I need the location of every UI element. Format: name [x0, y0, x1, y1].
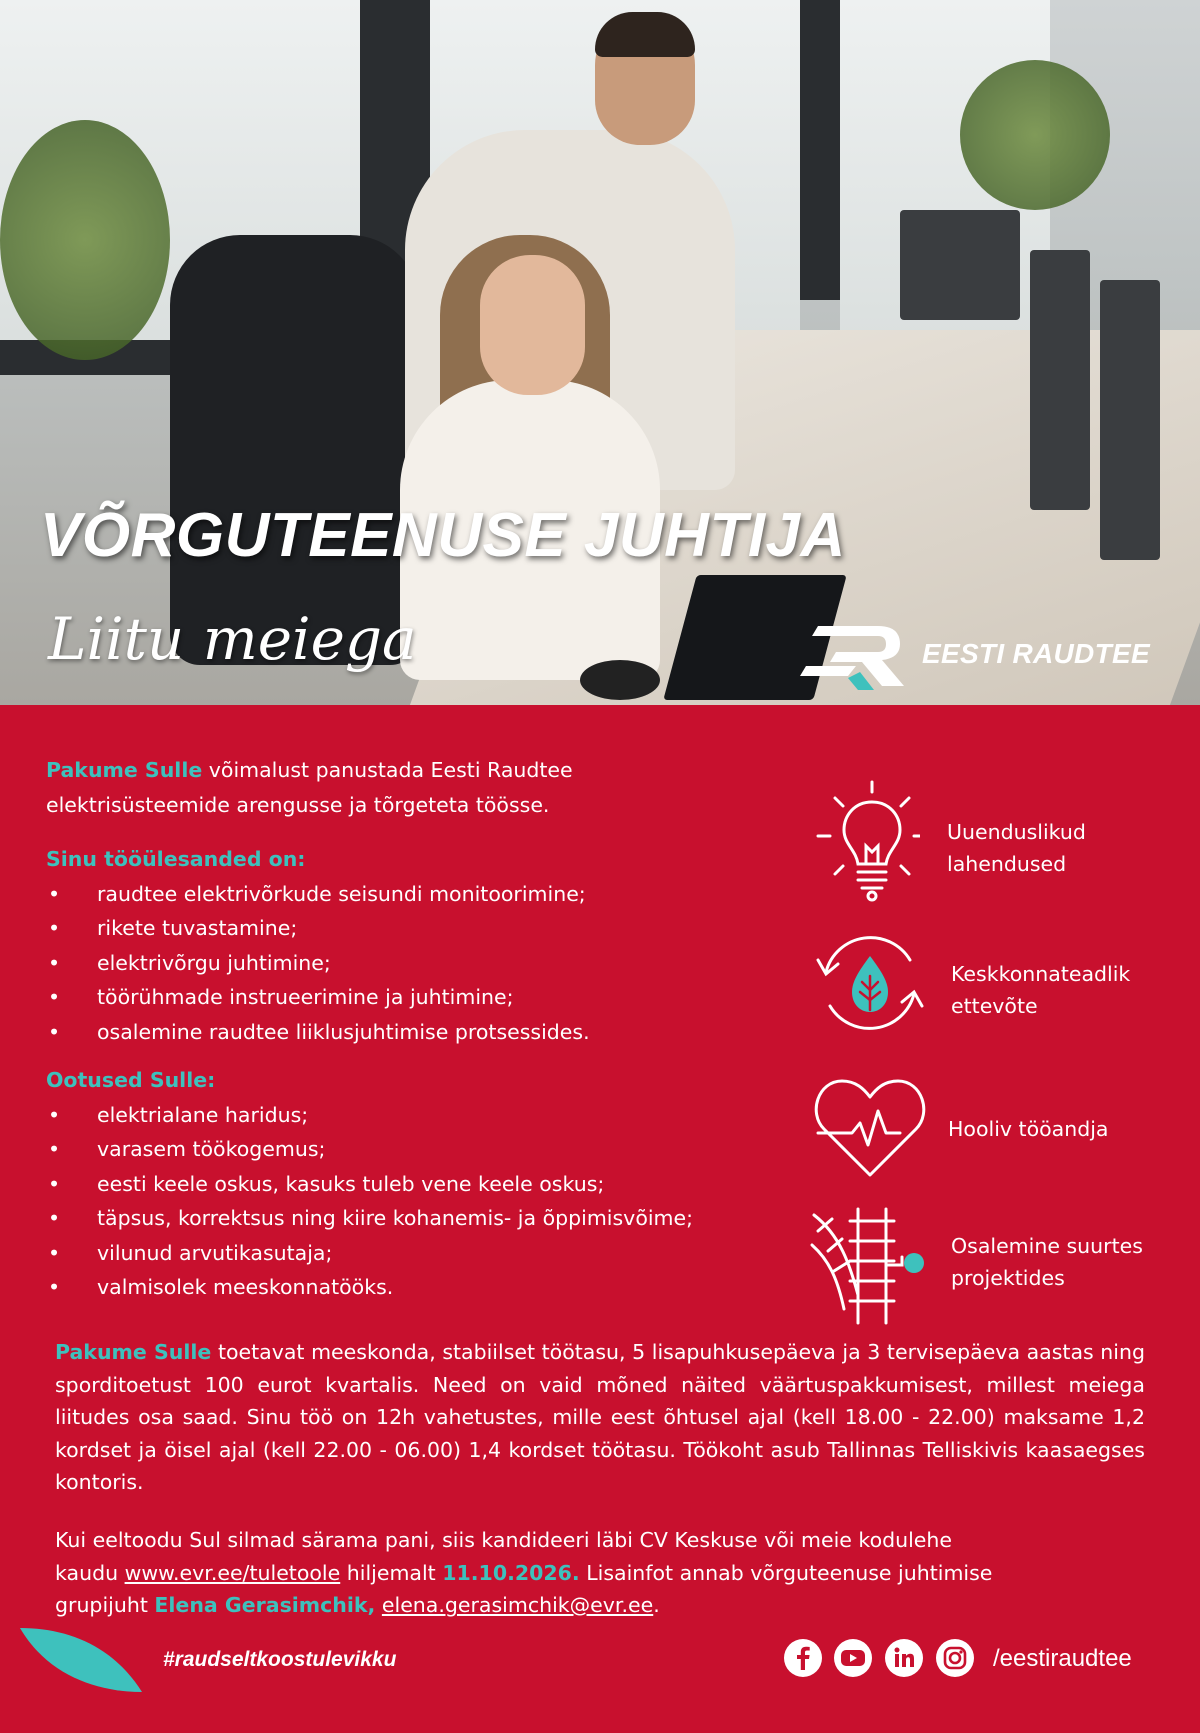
eesti-raudtee-logo: [800, 618, 1185, 693]
contact-email-link[interactable]: elena.gerasimchik@evr.ee: [381, 1593, 654, 1617]
apply-line1: Kui eeltoodu Sul silmad särama pani, siis kandideeri läbi CV Keskuse või meie kodulehe: [55, 1528, 953, 1552]
monitor: [1100, 280, 1160, 560]
monitor: [900, 210, 1020, 320]
office-plant: [0, 120, 170, 360]
feature-label: Uuenduslikud lahendused: [947, 820, 1086, 876]
list-item: • varasem töökogemus;: [46, 1132, 806, 1167]
office-chair: [170, 235, 420, 665]
list-item: • töörühmade instrueerimine ja juhtimine;: [46, 980, 806, 1015]
person-man-hair: [595, 12, 695, 57]
career-page-link[interactable]: www.evr.ee/tuletoole: [124, 1560, 341, 1585]
tasks-heading: Sinu tööülesanded on:: [46, 847, 306, 871]
offer-paragraph: [55, 1336, 1145, 1499]
linkedin-icon[interactable]: [885, 1639, 923, 1677]
list-item: • valmisolek meeskonnatööks.: [46, 1270, 806, 1305]
heart-pulse-icon: [810, 1075, 930, 1180]
offer-lead: Pakume Sulle: [55, 1340, 212, 1364]
instagram-icon[interactable]: [936, 1639, 974, 1677]
feature-label: Osalemine suurtes projektides: [951, 1234, 1143, 1290]
office-plant: [960, 60, 1110, 210]
railway-tracks-icon: [810, 1205, 930, 1325]
list-item: • rikete tuvastamine;: [46, 911, 806, 946]
tasks-list: [46, 877, 806, 1050]
list-item: • elektrivõrgu juhtimine;: [46, 946, 806, 981]
monitor: [1030, 250, 1090, 510]
list-item: • vilunud arvutikasutaja;: [46, 1236, 806, 1271]
list-item: • osalemine raudtee liiklusjuhtimise protsessides.: [46, 1015, 806, 1050]
intro-lead: Pakume Sulle: [46, 758, 203, 782]
apply-paragraph: Kui eeltoodu Sul silmad särama pani, siis kandideeri läbi CV Keskuse või meie kodulehe kaudu www.evr.ee/tuletoole hiljemalt 11.10.2026. Lisainfot annab võrguteenuse juhtimise grupijuht Elena Gerasimchik, elena.gerasimchik@evr.ee.: [55, 1528, 993, 1617]
facebook-icon[interactable]: [784, 1639, 822, 1677]
list-item: • eesti keele oskus, kasuks tuleb vene keele oskus;: [46, 1167, 806, 1202]
job-description: [46, 753, 806, 1305]
hero-photo: [0, 0, 1200, 705]
job-title: VÕRGUTEENUSE JUHTIJA: [40, 501, 846, 570]
expectations-heading: Ootused Sulle:: [46, 1068, 216, 1092]
social-handle: /eestiraudtee: [993, 1645, 1132, 1672]
intro-line1: võimalust panustada Eesti Raudtee: [202, 758, 573, 782]
person-woman-head: [480, 255, 585, 395]
deadline-date: 11.10.2026.: [442, 1560, 580, 1585]
feature-label: Hooliv tööandja: [948, 1117, 1109, 1141]
computer-mouse: [580, 660, 660, 700]
intro-text: [46, 753, 806, 822]
lightbulb-icon: [810, 780, 920, 905]
list-item: • täpsus, korrektsus ning kiire kohanemis- ja õppimisvõime;: [46, 1201, 806, 1236]
list-item: • raudtee elektrivõrkude seisundi monitoorimine;: [46, 877, 806, 912]
join-us-slogan: Liitu meiega: [48, 605, 417, 673]
hashtag: #raudseltkoostulevikku: [163, 1648, 397, 1671]
contact-name: Elena Gerasimchik,: [154, 1593, 376, 1617]
logo-mark-icon: [800, 618, 910, 693]
offer-text: toetavat meeskonda, stabiilset töötasu, 5 lisapuhkusepäeva ja 3 tervisepäeva aastas ning sporditoetust 100 eurot kvartalis. Need on vaid mõned näited väärtuspakkumisest, millest meiega liitudes osa saad. Sinu töö on 12h vahetustes, mille eest õhtusel ajal (kell 18.00 - 22.00) maksame 1,2 kordset ja öisel ajal (kell 22.00 - 06.00) 1,4 kordset töötasu. Töökoht asub Tallinnas Telliskivis kaasaegses kontoris.: [55, 1340, 1145, 1494]
leaf-swoosh-icon: [18, 1626, 143, 1696]
expectations-list: [46, 1098, 806, 1305]
window-frame: [800, 0, 840, 300]
logo-wordmark: EESTI RAUDTEE: [922, 638, 1150, 669]
feature-label: Keskkonnateadlik ettevõte: [951, 962, 1131, 1018]
youtube-icon[interactable]: [834, 1639, 872, 1677]
eco-cycle-icon: [810, 930, 930, 1040]
list-item: • elektrialane haridus;: [46, 1098, 806, 1133]
intro-line2: elektrisüsteemide arengusse ja tõrgeteta töösse.: [46, 792, 550, 817]
